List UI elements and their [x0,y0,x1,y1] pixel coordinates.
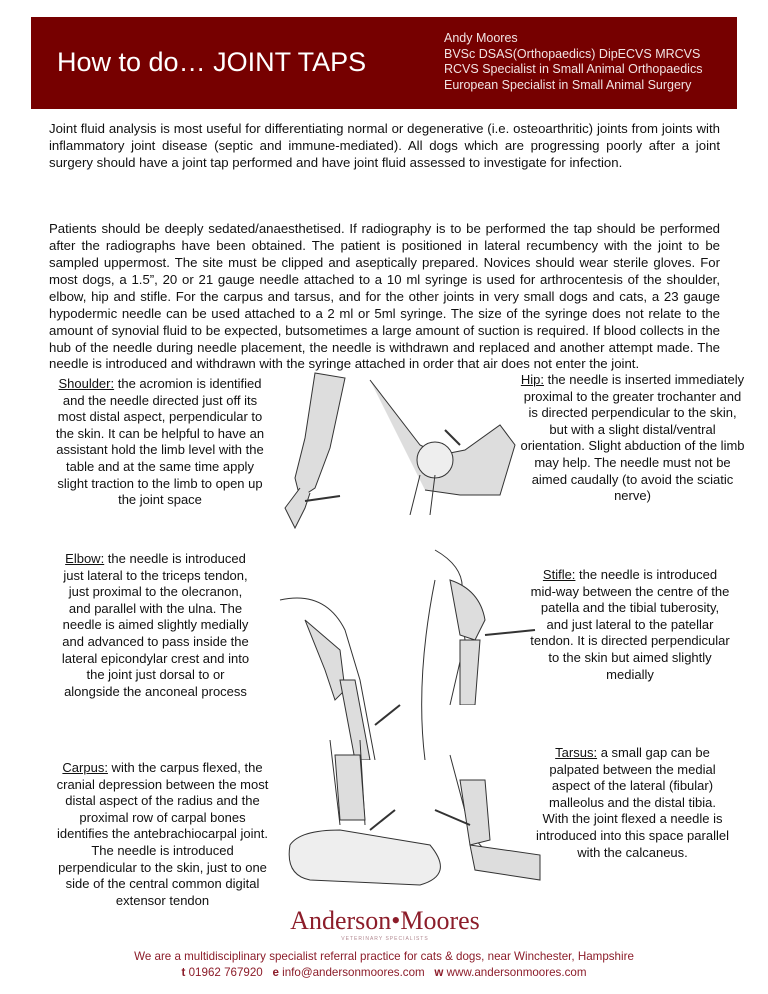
email-link[interactable]: info@andersonmoores.com [282,966,425,979]
stifle-label: Stifle: [542,567,576,582]
stifle-illustration [430,540,545,705]
hip-text: the needle is inserted immediately proximal to the greater trochanter and is directed perpendicular to the skin, but with a slight distal/ventral orientation. Slight abduction of the limb may help. The needle must not be aimed caudally (to avoid the sciatic nerve) [520,372,745,504]
header-banner [31,17,737,109]
web-link[interactable]: www.andersonmoores.com [446,966,587,979]
tarsus-illustration [430,750,545,900]
phone-number: 01962 767920 [188,966,263,979]
carpus-caption [55,760,270,909]
shoulder-caption [55,376,265,509]
stifle-caption [530,567,730,683]
hip-caption [520,372,745,505]
carpus-text: with the carpus flexed, the cranial depression between the most distal aspect of the radius and the proximal row of carpal bones identifies the antebrachiocarpal joint. The needle is introduced perpendicular to the skin, just to one side of the central common digital extensor tendon [56,760,269,908]
hip-illustration [350,375,520,515]
phone-key: t [181,966,186,979]
elbow-illustration [265,560,445,760]
tarsus-text: a small gap can be palpated between the medial aspect of the lateral (fibular) malleolus and the distal tibia. With the joint flexed a needle is introduced into this space parallel with the calcaneus. [536,745,729,860]
logo-name: Anderson•Moores [290,906,480,935]
elbow-text: the needle is introduced just lateral to the triceps tendon, just proximal to the olecranon, and parallel with the ulna. The needle is aimed slightly medially and advanced to pass inside the lateral epicondylar crest and into the joint just dorsal to or alongside the anconeal process [61,551,250,699]
shoulder-text: the acromion is identified and the needle directed just off its most distal aspect, perpendicular to the skin. It can be helpful to have an assistant hold the limb level with the table and at the same time apply slight traction to the limb to open up the joint space [55,376,265,508]
tarsus-label: Tarsus: [555,745,598,760]
footer-tagline: We are a multidisciplinary specialist referral practice for cats & dogs, near Winchester, Hampshire [134,950,634,963]
elbow-caption [58,551,253,700]
elbow-label: Elbow: [65,551,105,566]
anderson-moores-logo [285,890,485,948]
author-name: Andy Moores [444,31,518,45]
page-title: How to do… JOINT TAPS [57,47,367,77]
tarsus-caption [535,745,730,861]
shoulder-label: Shoulder: [58,376,115,391]
author-title: RCVS Specialist in Small Animal Orthopaedics [444,62,703,76]
carpus-label: Carpus: [62,760,108,775]
email-key: e [272,966,279,979]
footer-contact [0,966,768,979]
author-title-2: European Specialist in Small Animal Surgery [444,77,692,92]
shoulder-illustration [270,368,360,533]
author-block [444,31,702,93]
intro-paragraph: Joint fluid analysis is most useful for differentiating normal or degenerative (i.e. osteoarthritic) joints from joints with inflammatory joint disease (septic and immune-mediated). All dogs which are progressing poorly after a joint surgery should have a joint tap performed and have joint fluid assessed to investigate for infection. [49,121,720,170]
author-qualifications: BVSc DSAS(Orthopaedics) DipECVS MRCVS [444,46,701,61]
hip-label: Hip: [520,372,544,387]
logo-subtitle: VETERINARY SPECIALISTS [341,936,429,942]
web-key: w [434,966,444,979]
stifle-text: the needle is introduced mid-way between the centre of the patella and the tibial tuberosity, and just lateral to the patellar tendon. It is directed perpendicular to the skin but aimed slightly medially [530,567,730,682]
procedure-paragraph: Patients should be deeply sedated/anaesthetised. If radiography is to be performed the tap should be performed after the radiographs have been obtained. The patient is positioned in lateral recumbency with the joint to be sampled uppermost. The site must be clipped and aseptically prepared. Novices should wear sterile gloves. For most dogs, a 1.5”, 20 or 21 gauge needle attached to a 10 ml syringe is used for arthrocentesis of the shoulder, elbow, hip and stifle. For the carpus and tarsus, and for the other joints in very small dogs and cats, a 23 gauge hypodermic needle can be used attached to a 2 ml or 5ml syringe. The size of the syringe does not relate to the amount of synovial fluid to be expected, butsometimes a large amount of suction is required. If blood collects in the hub of the needle during needle placement, the needle is withdrawn and replaced and another attempt made. The needle is introduced and withdrawn with the syringe attached in order that air does not enter the joint. [49,221,720,372]
